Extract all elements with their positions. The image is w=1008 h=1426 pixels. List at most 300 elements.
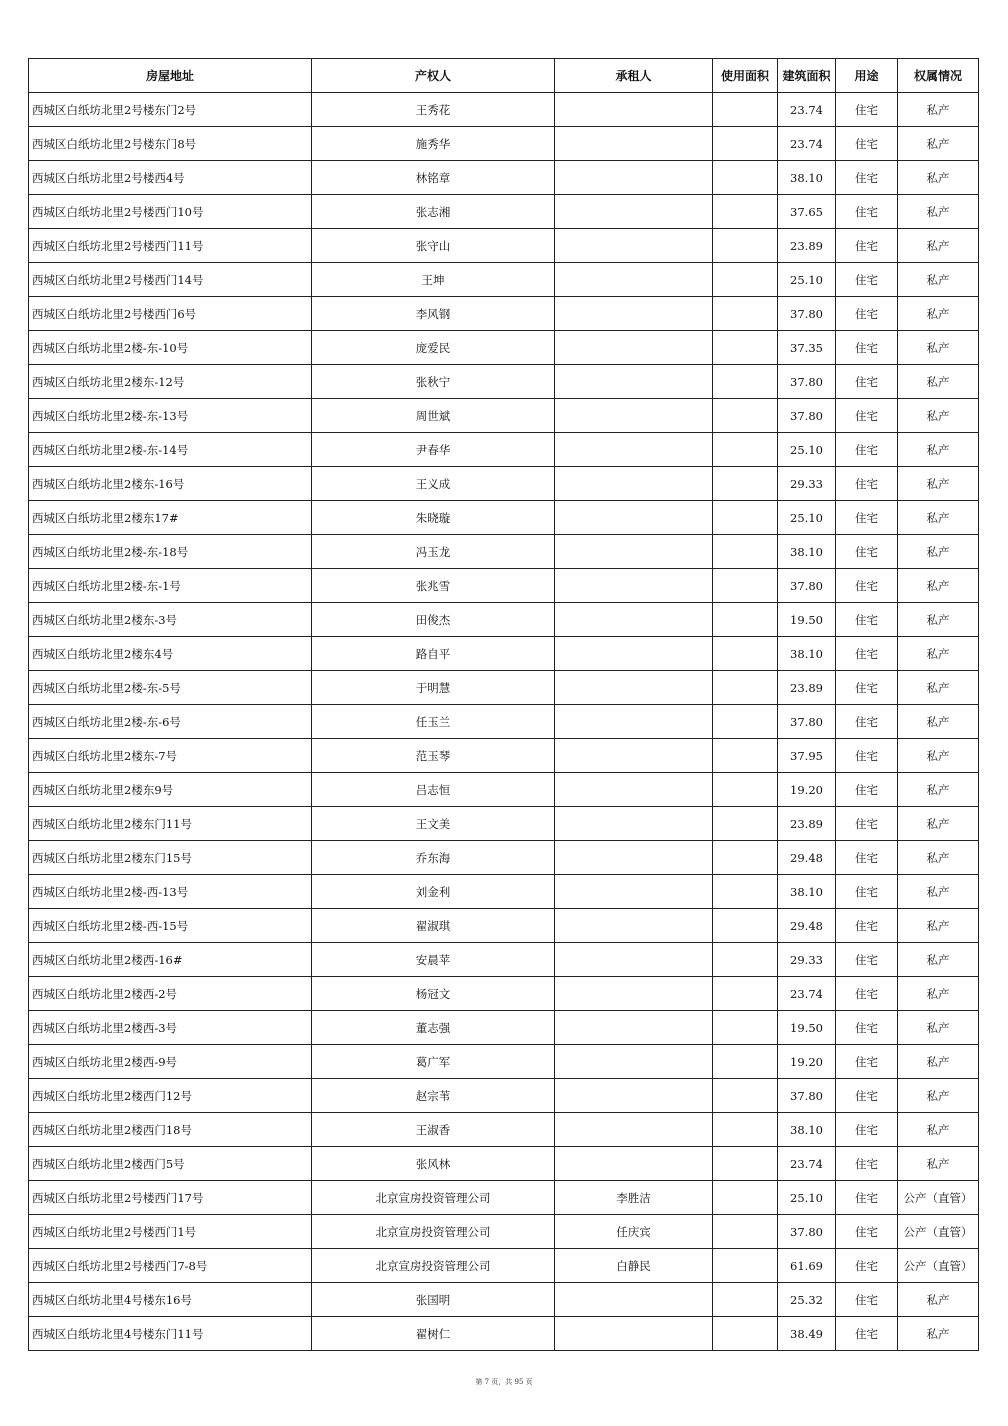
- cell-owner: 李风钢: [312, 297, 555, 331]
- cell-usable-area: [713, 263, 778, 297]
- cell-address: 西城区白纸坊北里2楼东9号: [29, 773, 312, 807]
- cell-building-area: 37.80: [778, 297, 836, 331]
- cell-usage: 住宅: [836, 1249, 898, 1283]
- table-row: [29, 841, 979, 875]
- cell-owner: 王淑香: [312, 1113, 555, 1147]
- cell-usage: 住宅: [836, 705, 898, 739]
- table-row: [29, 1045, 979, 1079]
- table-row: [29, 229, 979, 263]
- cell-usage: 住宅: [836, 841, 898, 875]
- table-row: [29, 603, 979, 637]
- cell-owner: 王秀花: [312, 93, 555, 127]
- cell-ownership: 私产: [898, 93, 979, 127]
- cell-usage: 住宅: [836, 433, 898, 467]
- cell-usable-area: [713, 1283, 778, 1317]
- cell-usage: 住宅: [836, 263, 898, 297]
- cell-building-area: 23.89: [778, 229, 836, 263]
- cell-usable-area: [713, 331, 778, 365]
- table-row: [29, 739, 979, 773]
- cell-building-area: 38.49: [778, 1317, 836, 1351]
- cell-building-area: 38.10: [778, 637, 836, 671]
- cell-tenant: [555, 705, 713, 739]
- cell-usage: 住宅: [836, 1181, 898, 1215]
- cell-address: 西城区白纸坊北里2楼-东-5号: [29, 671, 312, 705]
- cell-usable-area: [713, 569, 778, 603]
- cell-address: 西城区白纸坊北里2楼西门5号: [29, 1147, 312, 1181]
- cell-address: 西城区白纸坊北里2楼-东-1号: [29, 569, 312, 603]
- table-row: [29, 705, 979, 739]
- page-footer: 第 7 页，共 95 页: [475, 1378, 533, 1386]
- cell-ownership: 私产: [898, 569, 979, 603]
- cell-building-area: 29.48: [778, 841, 836, 875]
- cell-usable-area: [713, 875, 778, 909]
- cell-owner: 翟淑琪: [312, 909, 555, 943]
- cell-owner: 庞爱民: [312, 331, 555, 365]
- cell-tenant: [555, 1011, 713, 1045]
- cell-tenant: [555, 603, 713, 637]
- header-owner: 产权人: [312, 59, 555, 93]
- cell-ownership: 私产: [898, 331, 979, 365]
- cell-ownership: 私产: [898, 161, 979, 195]
- table-row: [29, 1147, 979, 1181]
- cell-ownership: 私产: [898, 535, 979, 569]
- cell-owner: 翟树仁: [312, 1317, 555, 1351]
- cell-tenant: [555, 1147, 713, 1181]
- cell-owner: 北京宣房投资管理公司: [312, 1181, 555, 1215]
- cell-ownership: 私产: [898, 195, 979, 229]
- cell-usage: 住宅: [836, 773, 898, 807]
- table-row: [29, 263, 979, 297]
- cell-usage: 住宅: [836, 1283, 898, 1317]
- cell-building-area: 23.74: [778, 1147, 836, 1181]
- cell-usable-area: [713, 1317, 778, 1351]
- cell-tenant: [555, 909, 713, 943]
- cell-ownership: 私产: [898, 875, 979, 909]
- cell-usable-area: [713, 467, 778, 501]
- cell-address: 西城区白纸坊北里2楼东门15号: [29, 841, 312, 875]
- cell-usage: 住宅: [836, 671, 898, 705]
- cell-address: 西城区白纸坊北里2号楼西门11号: [29, 229, 312, 263]
- cell-building-area: 38.10: [778, 535, 836, 569]
- table-row: [29, 909, 979, 943]
- cell-tenant: [555, 875, 713, 909]
- header-address: 房屋地址: [29, 59, 312, 93]
- cell-usable-area: [713, 161, 778, 195]
- cell-address: 西城区白纸坊北里2楼-东-14号: [29, 433, 312, 467]
- cell-ownership: 私产: [898, 127, 979, 161]
- cell-address: 西城区白纸坊北里2号楼东门2号: [29, 93, 312, 127]
- cell-owner: 乔东海: [312, 841, 555, 875]
- cell-owner: 王义成: [312, 467, 555, 501]
- cell-ownership: 私产: [898, 977, 979, 1011]
- cell-tenant: [555, 93, 713, 127]
- cell-ownership: 私产: [898, 297, 979, 331]
- cell-ownership: 私产: [898, 773, 979, 807]
- cell-owner: 于明慧: [312, 671, 555, 705]
- header-usage: 用途: [836, 59, 898, 93]
- cell-tenant: [555, 161, 713, 195]
- cell-usable-area: [713, 1181, 778, 1215]
- cell-address: 西城区白纸坊北里2号楼西门6号: [29, 297, 312, 331]
- cell-usage: 住宅: [836, 739, 898, 773]
- cell-address: 西城区白纸坊北里4号楼东16号: [29, 1283, 312, 1317]
- cell-building-area: 23.74: [778, 977, 836, 1011]
- cell-address: 西城区白纸坊北里2楼-东-10号: [29, 331, 312, 365]
- cell-building-area: 19.50: [778, 1011, 836, 1045]
- cell-owner: 葛广军: [312, 1045, 555, 1079]
- cell-owner: 董志强: [312, 1011, 555, 1045]
- cell-building-area: 23.89: [778, 671, 836, 705]
- cell-ownership: 公产（直管）: [898, 1249, 979, 1283]
- cell-usable-area: [713, 705, 778, 739]
- cell-building-area: 38.10: [778, 875, 836, 909]
- cell-address: 西城区白纸坊北里2楼东17#: [29, 501, 312, 535]
- cell-owner: 范玉琴: [312, 739, 555, 773]
- cell-tenant: [555, 433, 713, 467]
- cell-tenant: [555, 331, 713, 365]
- cell-owner: 冯玉龙: [312, 535, 555, 569]
- cell-address: 西城区白纸坊北里2楼-东-6号: [29, 705, 312, 739]
- cell-tenant: [555, 1079, 713, 1113]
- cell-owner: 朱晓璇: [312, 501, 555, 535]
- cell-address: 西城区白纸坊北里4号楼东门11号: [29, 1317, 312, 1351]
- cell-address: 西城区白纸坊北里2楼西门18号: [29, 1113, 312, 1147]
- cell-usage: 住宅: [836, 229, 898, 263]
- cell-address: 西城区白纸坊北里2楼东-12号: [29, 365, 312, 399]
- cell-owner: 张志湘: [312, 195, 555, 229]
- cell-address: 西城区白纸坊北里2楼-东-18号: [29, 535, 312, 569]
- cell-address: 西城区白纸坊北里2号楼西4号: [29, 161, 312, 195]
- cell-ownership: 私产: [898, 263, 979, 297]
- cell-ownership: 私产: [898, 399, 979, 433]
- table-row: [29, 807, 979, 841]
- cell-building-area: 23.74: [778, 127, 836, 161]
- cell-ownership: 私产: [898, 603, 979, 637]
- cell-building-area: 25.10: [778, 433, 836, 467]
- cell-owner: 施秀华: [312, 127, 555, 161]
- cell-address: 西城区白纸坊北里2楼东-7号: [29, 739, 312, 773]
- cell-usage: 住宅: [836, 909, 898, 943]
- cell-building-area: 23.74: [778, 93, 836, 127]
- cell-ownership: 私产: [898, 365, 979, 399]
- cell-tenant: [555, 1113, 713, 1147]
- cell-usable-area: [713, 909, 778, 943]
- cell-ownership: 私产: [898, 1113, 979, 1147]
- cell-ownership: 私产: [898, 1045, 979, 1079]
- cell-building-area: 61.69: [778, 1249, 836, 1283]
- header-usable-area: 使用面积: [713, 59, 778, 93]
- cell-owner: 王坤: [312, 263, 555, 297]
- cell-tenant: 白静民: [555, 1249, 713, 1283]
- cell-tenant: [555, 297, 713, 331]
- cell-ownership: 私产: [898, 1147, 979, 1181]
- cell-address: 西城区白纸坊北里2楼-西-13号: [29, 875, 312, 909]
- cell-usage: 住宅: [836, 127, 898, 161]
- table-row: [29, 433, 979, 467]
- cell-tenant: [555, 807, 713, 841]
- cell-building-area: 37.65: [778, 195, 836, 229]
- table-row: [29, 1079, 979, 1113]
- cell-address: 西城区白纸坊北里2号楼西门1号: [29, 1215, 312, 1249]
- cell-ownership: 私产: [898, 433, 979, 467]
- cell-owner: 任玉兰: [312, 705, 555, 739]
- cell-owner: 尹春华: [312, 433, 555, 467]
- table-row: [29, 1283, 979, 1317]
- table-row: [29, 671, 979, 705]
- cell-address: 西城区白纸坊北里2号楼东门8号: [29, 127, 312, 161]
- cell-building-area: 25.10: [778, 263, 836, 297]
- cell-address: 西城区白纸坊北里2号楼西门14号: [29, 263, 312, 297]
- cell-usage: 住宅: [836, 93, 898, 127]
- property-table: [28, 58, 979, 1351]
- cell-ownership: 私产: [898, 467, 979, 501]
- cell-address: 西城区白纸坊北里2楼-东-13号: [29, 399, 312, 433]
- table-row: [29, 535, 979, 569]
- cell-usage: 住宅: [836, 1011, 898, 1045]
- table-row: [29, 161, 979, 195]
- cell-usable-area: [713, 1147, 778, 1181]
- cell-building-area: 37.95: [778, 739, 836, 773]
- cell-address: 西城区白纸坊北里2楼-西-15号: [29, 909, 312, 943]
- cell-owner: 刘金利: [312, 875, 555, 909]
- cell-tenant: [555, 841, 713, 875]
- cell-tenant: [555, 773, 713, 807]
- cell-usable-area: [713, 603, 778, 637]
- cell-usable-area: [713, 1113, 778, 1147]
- cell-building-area: 25.10: [778, 1181, 836, 1215]
- cell-usable-area: [713, 1045, 778, 1079]
- cell-building-area: 19.50: [778, 603, 836, 637]
- cell-owner: 张风林: [312, 1147, 555, 1181]
- cell-usable-area: [713, 297, 778, 331]
- table-row: [29, 637, 979, 671]
- cell-building-area: 25.10: [778, 501, 836, 535]
- cell-usable-area: [713, 127, 778, 161]
- cell-usage: 住宅: [836, 977, 898, 1011]
- cell-tenant: [555, 637, 713, 671]
- cell-usable-area: [713, 637, 778, 671]
- cell-owner: 田俊杰: [312, 603, 555, 637]
- cell-building-area: 37.80: [778, 365, 836, 399]
- cell-tenant: 李胜洁: [555, 1181, 713, 1215]
- cell-usage: 住宅: [836, 399, 898, 433]
- cell-address: 西城区白纸坊北里2楼东-16号: [29, 467, 312, 501]
- cell-usage: 住宅: [836, 195, 898, 229]
- cell-usage: 住宅: [836, 1079, 898, 1113]
- cell-owner: 杨冠文: [312, 977, 555, 1011]
- cell-usage: 住宅: [836, 637, 898, 671]
- cell-usage: 住宅: [836, 535, 898, 569]
- cell-ownership: 私产: [898, 1317, 979, 1351]
- table-row: [29, 943, 979, 977]
- cell-building-area: 29.48: [778, 909, 836, 943]
- cell-usage: 住宅: [836, 1045, 898, 1079]
- table-row: [29, 977, 979, 1011]
- cell-address: 西城区白纸坊北里2楼西-2号: [29, 977, 312, 1011]
- cell-usable-area: [713, 535, 778, 569]
- cell-building-area: 38.10: [778, 161, 836, 195]
- cell-tenant: [555, 467, 713, 501]
- cell-owner: 王文美: [312, 807, 555, 841]
- cell-tenant: [555, 671, 713, 705]
- cell-usage: 住宅: [836, 1215, 898, 1249]
- table-row: [29, 501, 979, 535]
- cell-ownership: 私产: [898, 501, 979, 535]
- cell-address: 西城区白纸坊北里2楼东-3号: [29, 603, 312, 637]
- cell-owner: 林铭章: [312, 161, 555, 195]
- cell-usable-area: [713, 1079, 778, 1113]
- cell-usage: 住宅: [836, 603, 898, 637]
- cell-ownership: 公产（直管）: [898, 1181, 979, 1215]
- cell-ownership: 私产: [898, 1011, 979, 1045]
- cell-building-area: 37.80: [778, 1079, 836, 1113]
- cell-owner: 张守山: [312, 229, 555, 263]
- cell-usage: 住宅: [836, 569, 898, 603]
- cell-address: 西城区白纸坊北里2楼西-9号: [29, 1045, 312, 1079]
- cell-owner: 张兆雪: [312, 569, 555, 603]
- cell-tenant: [555, 1045, 713, 1079]
- cell-usable-area: [713, 671, 778, 705]
- cell-tenant: [555, 195, 713, 229]
- table-row: [29, 93, 979, 127]
- cell-usable-area: [713, 1215, 778, 1249]
- table-row: [29, 1011, 979, 1045]
- header-ownership: 权属情况: [898, 59, 979, 93]
- cell-tenant: [555, 127, 713, 161]
- table-row: [29, 569, 979, 603]
- cell-usage: 住宅: [836, 943, 898, 977]
- cell-building-area: 29.33: [778, 943, 836, 977]
- cell-ownership: 公产（直管）: [898, 1215, 979, 1249]
- cell-usable-area: [713, 433, 778, 467]
- cell-tenant: [555, 535, 713, 569]
- cell-owner: 吕志恒: [312, 773, 555, 807]
- cell-usage: 住宅: [836, 297, 898, 331]
- table-row: [29, 195, 979, 229]
- cell-ownership: 私产: [898, 943, 979, 977]
- cell-tenant: [555, 569, 713, 603]
- cell-ownership: 私产: [898, 841, 979, 875]
- cell-usable-area: [713, 773, 778, 807]
- cell-usable-area: [713, 399, 778, 433]
- cell-ownership: 私产: [898, 1283, 979, 1317]
- cell-address: 西城区白纸坊北里2楼东门11号: [29, 807, 312, 841]
- cell-ownership: 私产: [898, 671, 979, 705]
- cell-usable-area: [713, 943, 778, 977]
- table-row: [29, 127, 979, 161]
- table-row: [29, 1181, 979, 1215]
- table-header-row: [29, 59, 979, 93]
- cell-usage: 住宅: [836, 1113, 898, 1147]
- table-row: [29, 773, 979, 807]
- cell-address: 西城区白纸坊北里2楼东4号: [29, 637, 312, 671]
- cell-usable-area: [713, 977, 778, 1011]
- cell-ownership: 私产: [898, 909, 979, 943]
- cell-tenant: [555, 977, 713, 1011]
- cell-usable-area: [713, 365, 778, 399]
- cell-ownership: 私产: [898, 705, 979, 739]
- cell-tenant: [555, 1317, 713, 1351]
- cell-ownership: 私产: [898, 739, 979, 773]
- table-row: [29, 1215, 979, 1249]
- cell-owner: 张秋宁: [312, 365, 555, 399]
- cell-usage: 住宅: [836, 807, 898, 841]
- header-building-area: 建筑面积: [778, 59, 836, 93]
- table-row: [29, 1249, 979, 1283]
- cell-address: 西城区白纸坊北里2号楼西门10号: [29, 195, 312, 229]
- cell-usage: 住宅: [836, 331, 898, 365]
- cell-address: 西城区白纸坊北里2号楼西门17号: [29, 1181, 312, 1215]
- cell-tenant: [555, 365, 713, 399]
- cell-building-area: 23.89: [778, 807, 836, 841]
- cell-owner: 张国明: [312, 1283, 555, 1317]
- cell-ownership: 私产: [898, 229, 979, 263]
- table-row: [29, 297, 979, 331]
- cell-usage: 住宅: [836, 875, 898, 909]
- cell-building-area: 37.80: [778, 1215, 836, 1249]
- cell-address: 西城区白纸坊北里2楼西-16#: [29, 943, 312, 977]
- table-row: [29, 467, 979, 501]
- cell-tenant: [555, 501, 713, 535]
- cell-tenant: [555, 399, 713, 433]
- cell-tenant: [555, 263, 713, 297]
- cell-tenant: [555, 943, 713, 977]
- cell-usage: 住宅: [836, 501, 898, 535]
- cell-usable-area: [713, 195, 778, 229]
- cell-usable-area: [713, 501, 778, 535]
- cell-building-area: 38.10: [778, 1113, 836, 1147]
- cell-usable-area: [713, 807, 778, 841]
- cell-ownership: 私产: [898, 637, 979, 671]
- cell-address: 西城区白纸坊北里2号楼西门7-8号: [29, 1249, 312, 1283]
- cell-usable-area: [713, 229, 778, 263]
- table-row: [29, 875, 979, 909]
- cell-address: 西城区白纸坊北里2楼西门12号: [29, 1079, 312, 1113]
- cell-building-area: 37.35: [778, 331, 836, 365]
- cell-owner: 北京宣房投资管理公司: [312, 1249, 555, 1283]
- cell-tenant: [555, 1283, 713, 1317]
- cell-building-area: 29.33: [778, 467, 836, 501]
- cell-usage: 住宅: [836, 365, 898, 399]
- cell-owner: 北京宣房投资管理公司: [312, 1215, 555, 1249]
- cell-usable-area: [713, 841, 778, 875]
- cell-ownership: 私产: [898, 1079, 979, 1113]
- header-tenant: 承租人: [555, 59, 713, 93]
- table-row: [29, 1113, 979, 1147]
- cell-usage: 住宅: [836, 1317, 898, 1351]
- cell-usage: 住宅: [836, 1147, 898, 1181]
- cell-usable-area: [713, 1011, 778, 1045]
- cell-usable-area: [713, 739, 778, 773]
- cell-building-area: 37.80: [778, 705, 836, 739]
- cell-usable-area: [713, 1249, 778, 1283]
- table-row: [29, 399, 979, 433]
- table-row: [29, 331, 979, 365]
- cell-address: 西城区白纸坊北里2楼西-3号: [29, 1011, 312, 1045]
- table-row: [29, 1317, 979, 1351]
- cell-owner: 路自平: [312, 637, 555, 671]
- cell-tenant: [555, 229, 713, 263]
- cell-building-area: 19.20: [778, 1045, 836, 1079]
- cell-usable-area: [713, 93, 778, 127]
- cell-building-area: 19.20: [778, 773, 836, 807]
- cell-building-area: 25.32: [778, 1283, 836, 1317]
- cell-building-area: 37.80: [778, 569, 836, 603]
- cell-usage: 住宅: [836, 161, 898, 195]
- cell-building-area: 37.80: [778, 399, 836, 433]
- cell-usage: 住宅: [836, 467, 898, 501]
- cell-owner: 周世斌: [312, 399, 555, 433]
